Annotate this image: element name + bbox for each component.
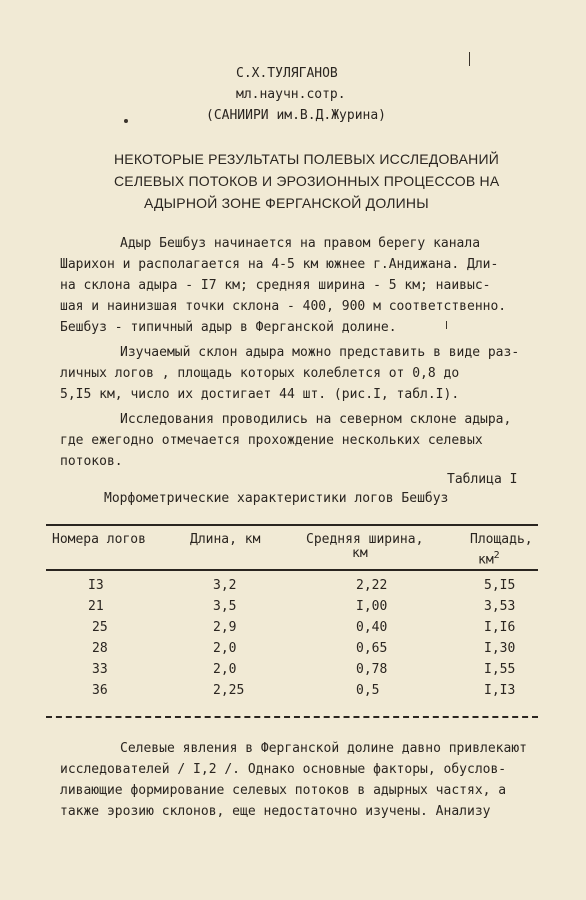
scan-mark <box>446 321 447 329</box>
paragraph-4-line-3: ливающие формирование селевых потоков в адырных частях, а <box>60 783 507 798</box>
row-2-area: 3,53 <box>484 599 516 614</box>
row-4-number: 28 <box>92 641 108 656</box>
paragraph-2-line-1: Изучаемый склон адыра можно представить в виде раз- <box>120 345 520 360</box>
paragraph-3-line-3: потоков. <box>60 454 123 469</box>
col-header-area: Площадь, <box>470 532 533 547</box>
paragraph-2-line-3: 5,I5 км, число их достигает 44 шт. (рис.I, табл.I). <box>60 387 460 402</box>
paragraph-2-line-2: личных логов , площадь которых колеблется от 0,8 до <box>60 366 460 381</box>
row-3-area: I,I6 <box>484 620 516 635</box>
title-line-2: СЕЛЕВЫХ ПОТОКОВ И ЭРОЗИОННЫХ ПРОЦЕССОВ НА <box>114 173 500 189</box>
row-1-width: 2,22 <box>356 578 388 593</box>
row-6-width: 0,5 <box>356 683 380 698</box>
paragraph-4-line-1: Селевые явления в Ферганской долине давно привлекают <box>120 741 527 756</box>
table-header-rule <box>46 569 538 571</box>
row-2-length: 3,5 <box>213 599 237 614</box>
paragraph-1-line-3: на склона адыра - I7 км; средняя ширина - 5 км; наивыс- <box>60 278 491 293</box>
row-1-number: I3 <box>88 578 104 593</box>
row-3-width: 0,40 <box>356 620 388 635</box>
author-position: мл.научн.сотр. <box>236 87 346 102</box>
col-header-width-unit: км <box>352 546 368 561</box>
row-6-area: I,I3 <box>484 683 516 698</box>
table-bottom-rule <box>46 716 538 718</box>
row-5-width: 0,78 <box>356 662 388 677</box>
title-line-3: АДЫРНОЙ ЗОНЕ ФЕРГАНСКОЙ ДОЛИНЫ <box>144 195 429 211</box>
row-5-number: 33 <box>92 662 108 677</box>
col-header-number: Номера логов <box>52 532 146 547</box>
row-5-length: 2,0 <box>213 662 237 677</box>
author-name: С.Х.ТУЛЯГАНОВ <box>236 66 338 81</box>
paragraph-1-line-1: Адыр Бешбуз начинается на правом берегу канала <box>120 236 481 251</box>
table-label: Таблица I <box>447 472 518 487</box>
row-1-length: 3,2 <box>213 578 237 593</box>
row-6-number: 36 <box>92 683 108 698</box>
table-caption: Морфометрические характеристики логов Бешбуз <box>104 491 449 506</box>
row-2-width: I,00 <box>356 599 388 614</box>
row-3-length: 2,9 <box>213 620 237 635</box>
title-line-1: НЕКОТОРЫЕ РЕЗУЛЬТАТЫ ПОЛЕВЫХ ИССЛЕДОВАНИЙ <box>114 151 499 167</box>
paragraph-4-line-4: также эрозию склонов, еще недостаточно изучены. Анализу <box>60 804 491 819</box>
row-1-area: 5,I5 <box>484 578 516 593</box>
row-4-area: I,30 <box>484 641 516 656</box>
row-5-area: I,55 <box>484 662 516 677</box>
ink-speck <box>124 119 128 123</box>
paragraph-1-line-2: Шарихон и располагается на 4-5 км южнее г.Андижана. Дли- <box>60 257 499 272</box>
author-institute: (САНИИРИ им.В.Д.Журина) <box>206 108 387 123</box>
area-unit-superscript: 2 <box>493 550 500 561</box>
row-6-length: 2,25 <box>213 683 245 698</box>
scan-mark <box>469 52 470 66</box>
paragraph-4-line-2: исследователей / I,2 /. Однако основные факторы, обуслов- <box>60 762 507 777</box>
paragraph-3-line-1: Исследования проводились на северном склоне адыра, <box>120 412 512 427</box>
paragraph-3-line-2: где ежегодно отмечается прохождение нескольких селевых <box>60 433 483 448</box>
col-header-area-unit: $км^2$ <box>478 550 500 568</box>
row-3-number: 25 <box>92 620 108 635</box>
col-header-length: Длина, км <box>190 532 261 547</box>
table-top-rule <box>46 524 538 526</box>
row-4-length: 2,0 <box>213 641 237 656</box>
row-4-width: 0,65 <box>356 641 388 656</box>
col-header-width: Средняя ширина, <box>306 532 424 547</box>
row-2-number: 21 <box>88 599 104 614</box>
paragraph-1-line-5: Бешбуз - типичный адыр в Ферганской долине. <box>60 320 397 335</box>
paragraph-1-line-4: шая и наинизшая точки склона - 400, 900 м соответственно. <box>60 299 507 314</box>
